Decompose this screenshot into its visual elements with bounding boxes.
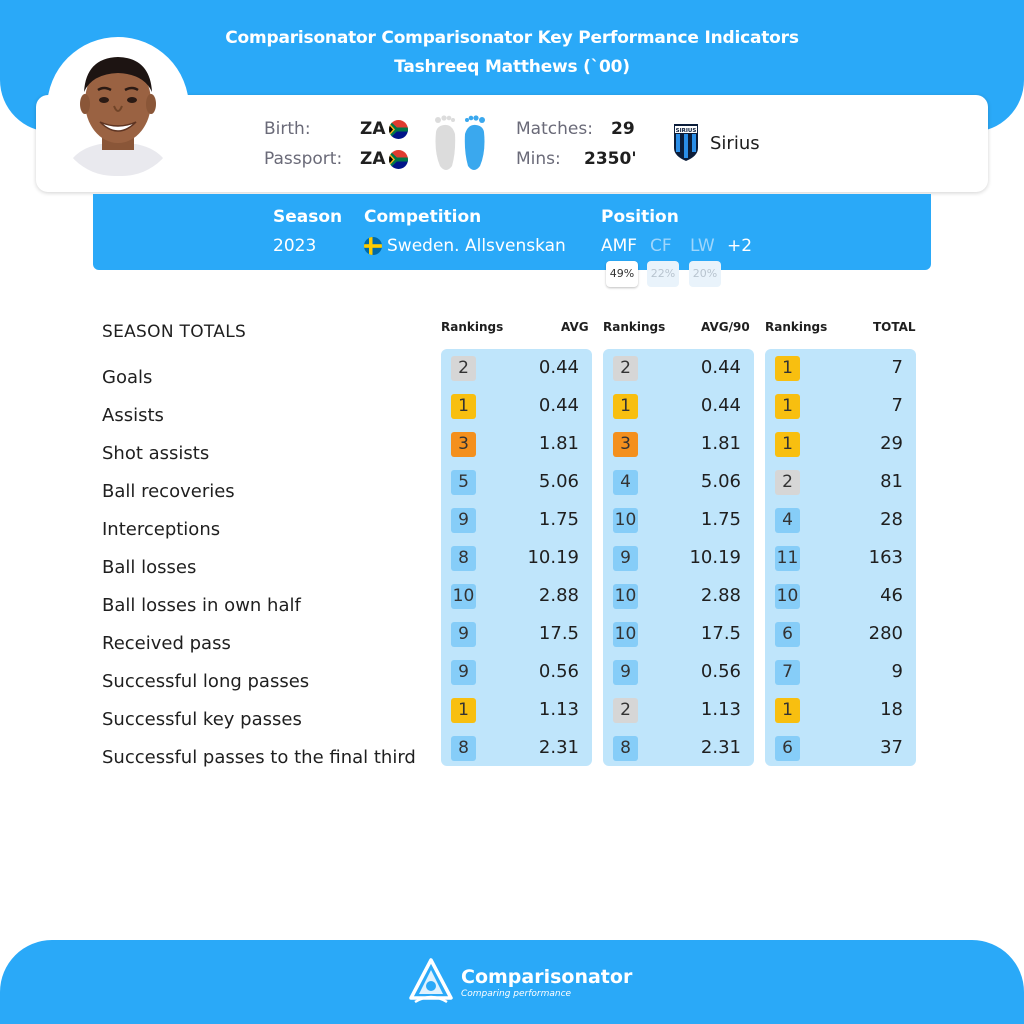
season-label: Season xyxy=(273,207,343,227)
stat-label: Ball recoveries xyxy=(102,481,235,502)
rank-badge: 9 xyxy=(451,660,476,685)
stat-label: Shot assists xyxy=(102,443,210,464)
stat-label: Interceptions xyxy=(102,519,221,540)
col-rankings-avg90: Rankings xyxy=(603,320,666,334)
stat-label: Successful long passes xyxy=(102,671,310,692)
rank-badge: 6 xyxy=(775,622,800,647)
matches-value: 29 xyxy=(611,119,635,139)
rank-badge: 2 xyxy=(451,356,476,381)
footedness-icon xyxy=(428,112,492,174)
stat-label: Received pass xyxy=(102,633,231,654)
rank-badge: 8 xyxy=(451,546,476,571)
stat-value: 5.06 xyxy=(538,471,579,492)
stat-label: Ball losses in own half xyxy=(102,595,301,616)
passport-value: ZA xyxy=(360,149,386,169)
rank-badge: 3 xyxy=(451,432,476,457)
mins-value: 2350' xyxy=(584,149,637,169)
stat-value: 9 xyxy=(891,661,903,682)
stat-value: 2.88 xyxy=(538,585,579,606)
stat-value: 1.75 xyxy=(538,509,579,530)
matches-label: Matches: xyxy=(516,119,593,139)
competition-value: Sweden. Allsvenskan xyxy=(387,236,566,256)
stat-label: Ball losses xyxy=(102,557,197,578)
rank-badge: 10 xyxy=(613,622,638,647)
stat-value: 7 xyxy=(891,357,903,378)
col-total: TOTAL xyxy=(873,320,916,334)
stat-value: 7 xyxy=(891,395,903,416)
position-pct-secondary: 22% xyxy=(647,261,679,287)
rank-badge: 10 xyxy=(451,584,476,609)
stat-value: 1.13 xyxy=(700,699,741,720)
position-secondary: CF xyxy=(650,236,672,256)
rank-badge: 1 xyxy=(775,698,800,723)
stat-value: 1.81 xyxy=(538,433,579,454)
position-primary: AMF xyxy=(601,236,638,256)
stat-value: 2.31 xyxy=(538,737,579,758)
birth-value: ZA xyxy=(360,119,386,139)
passport-label: Passport: xyxy=(264,149,343,169)
club-logo-text: SIRIUS xyxy=(675,128,697,134)
rank-badge: 1 xyxy=(613,394,638,419)
stat-value: 1.13 xyxy=(538,699,579,720)
rank-badge: 2 xyxy=(775,470,800,495)
stat-value: 1.75 xyxy=(700,509,741,530)
player-photo xyxy=(58,46,178,176)
col-avg: AVG xyxy=(561,320,589,334)
rank-badge: 9 xyxy=(451,508,476,533)
rank-badge: 2 xyxy=(613,698,638,723)
page-title: Comparisonator Comparisonator Key Performance Indicators xyxy=(225,28,799,48)
stat-label: Successful passes to the final third xyxy=(102,747,416,768)
season-value: 2023 xyxy=(273,236,317,256)
rank-badge: 10 xyxy=(775,584,800,609)
col-rankings-avg: Rankings xyxy=(441,320,504,334)
stat-value: 17.5 xyxy=(538,623,579,644)
brand-name: Comparisonator xyxy=(461,966,633,988)
stat-value: 280 xyxy=(868,623,903,644)
mins-label: Mins: xyxy=(516,149,561,169)
position-pct-primary: 49% xyxy=(606,261,638,287)
stat-value: 17.5 xyxy=(700,623,741,644)
position-label: Position xyxy=(601,207,679,227)
rank-badge: 3 xyxy=(613,432,638,457)
club-name: Sirius xyxy=(710,133,760,154)
rank-badge: 1 xyxy=(775,356,800,381)
stat-value: 81 xyxy=(880,471,903,492)
positions-more[interactable]: +2 xyxy=(727,236,753,256)
birth-label: Birth: xyxy=(264,119,311,139)
stat-value: 37 xyxy=(880,737,903,758)
rank-badge: 9 xyxy=(613,660,638,685)
player-name: Tashreeq Matthews (`00) xyxy=(394,57,630,77)
stat-label: Successful key passes xyxy=(102,709,302,730)
rank-badge: 1 xyxy=(775,394,800,419)
rank-badge: 7 xyxy=(775,660,800,685)
rank-badge: 8 xyxy=(451,736,476,761)
stat-value: 29 xyxy=(880,433,903,454)
club-logo xyxy=(672,122,700,162)
rank-badge: 11 xyxy=(775,546,800,571)
position-pct-tertiary: 20% xyxy=(689,261,721,287)
stat-value: 18 xyxy=(880,699,903,720)
position-tertiary: LW xyxy=(690,236,715,256)
season-info-box xyxy=(93,194,931,270)
sweden-flag-icon xyxy=(364,237,382,255)
stat-value: 0.56 xyxy=(538,661,579,682)
stat-value: 28 xyxy=(880,509,903,530)
stat-value: 0.44 xyxy=(538,395,579,416)
stat-value: 2.88 xyxy=(700,585,741,606)
za-flag-icon xyxy=(389,120,408,139)
brand-logo-icon xyxy=(409,958,453,1004)
stat-label: Assists xyxy=(102,405,164,426)
col-rankings-total: Rankings xyxy=(765,320,828,334)
rank-badge: 6 xyxy=(775,736,800,761)
stat-value: 163 xyxy=(868,547,903,568)
stat-value: 2.31 xyxy=(700,737,741,758)
stat-value: 1.81 xyxy=(700,433,741,454)
rank-badge: 1 xyxy=(775,432,800,457)
stat-value: 0.56 xyxy=(700,661,741,682)
rank-badge: 5 xyxy=(451,470,476,495)
rank-badge: 9 xyxy=(613,546,638,571)
rank-badge: 4 xyxy=(775,508,800,533)
stat-value: 0.44 xyxy=(700,357,741,378)
za-flag-icon xyxy=(389,150,408,169)
stat-value: 10.19 xyxy=(689,547,741,568)
rank-badge: 8 xyxy=(613,736,638,761)
competition-label: Competition xyxy=(364,207,482,227)
rank-badge: 1 xyxy=(451,394,476,419)
rank-badge: 2 xyxy=(613,356,638,381)
stat-value: 5.06 xyxy=(700,471,741,492)
brand-tagline: Comparing performance xyxy=(461,989,572,999)
rank-badge: 10 xyxy=(613,508,638,533)
rank-badge: 4 xyxy=(613,470,638,495)
stat-value: 0.44 xyxy=(700,395,741,416)
section-title: SEASON TOTALS xyxy=(102,322,247,342)
stat-value: 10.19 xyxy=(527,547,579,568)
stat-label: Goals xyxy=(102,367,153,388)
rank-badge: 1 xyxy=(451,698,476,723)
stat-value: 0.44 xyxy=(538,357,579,378)
stat-value: 46 xyxy=(880,585,903,606)
col-avg90: AVG/90 xyxy=(701,320,750,334)
rank-badge: 10 xyxy=(613,584,638,609)
rank-badge: 9 xyxy=(451,622,476,647)
